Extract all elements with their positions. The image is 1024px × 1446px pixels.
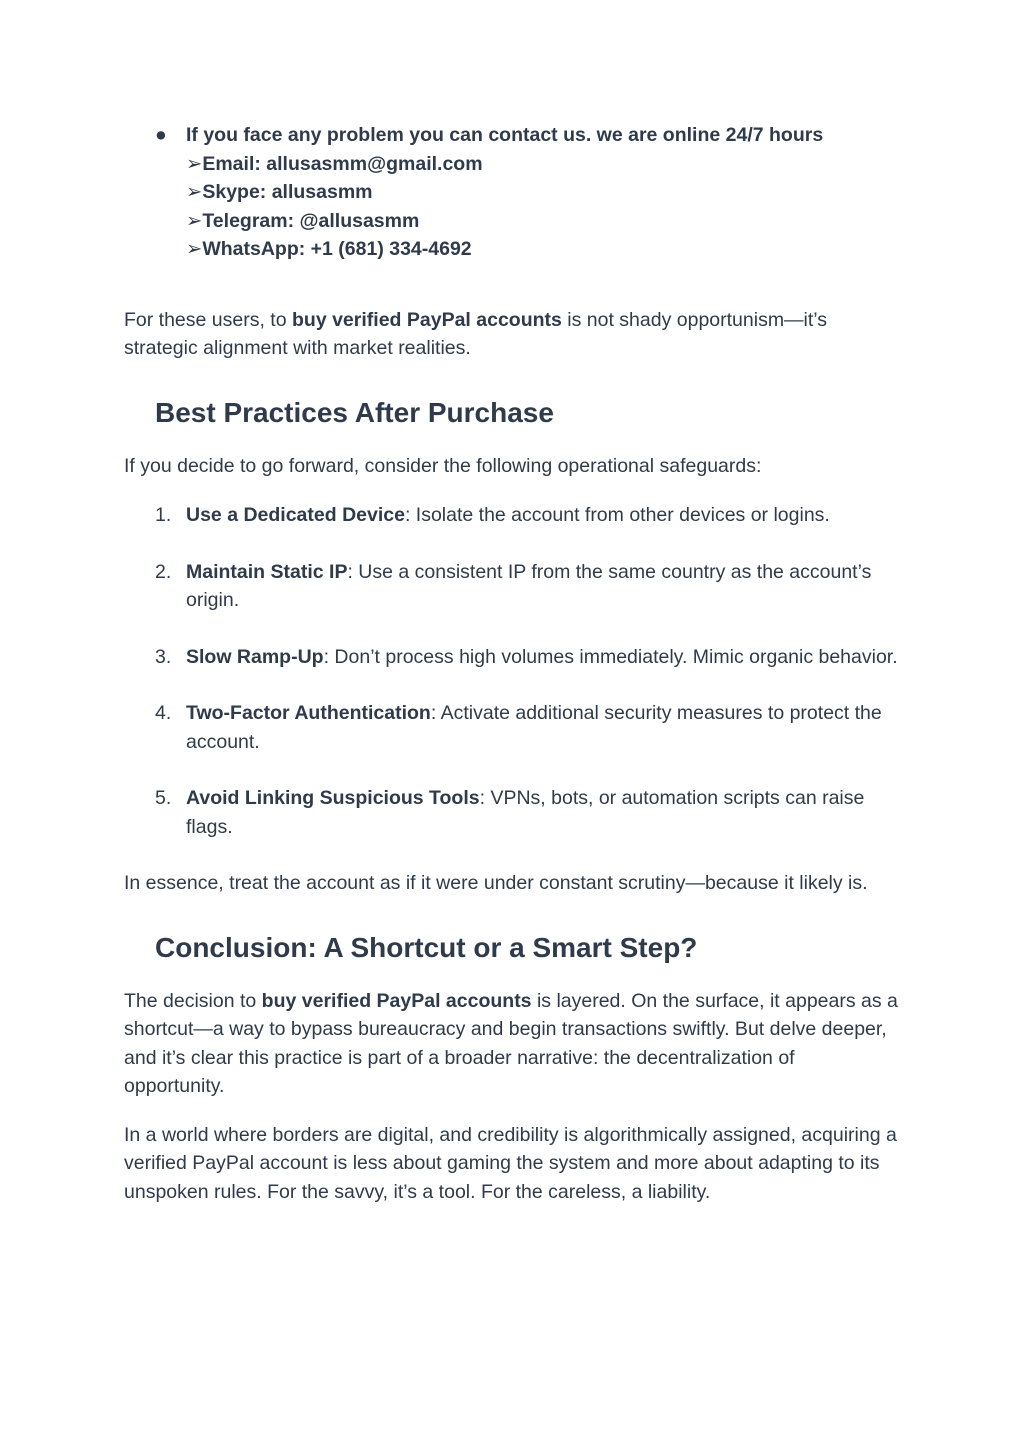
list-item-number: 5. bbox=[155, 787, 172, 809]
paragraph-users bbox=[124, 306, 899, 363]
contact-skype: ➢Skype: allusasmm bbox=[186, 181, 373, 203]
list-item-number: 4. bbox=[155, 702, 172, 724]
list-item-title: Two-Factor Authentication bbox=[186, 702, 431, 724]
paragraph-world: In a world where borders are digital, and credibility is algorithmically assigned, acquiring a verified PayPal account is less about gaming the system and more about adapting to its unspoken rules. For the savvy, it’s a tool. For the careless, a liability. bbox=[124, 1123, 897, 1203]
list-item-text: : Activate additional security measures to protect the account. bbox=[186, 702, 882, 753]
list-item-text: : Use a consistent IP from the same country as the account’s origin. bbox=[186, 560, 872, 611]
paragraph-decision-text-post: is layered. On the surface, it appears as a shortcut—a way to bypass bureaucracy and begin transactions swiftly. But delve deeper, and it’s clear this practice is part of a broader narrative: the decentralization of opportunity. bbox=[124, 989, 898, 1097]
best-practices-list bbox=[124, 501, 904, 841]
list-item-number: 2. bbox=[155, 560, 172, 583]
bullet-icon: ● bbox=[155, 124, 167, 146]
document-page bbox=[124, 121, 904, 1206]
list-item bbox=[124, 643, 906, 672]
list-item-title: Maintain Static IP bbox=[186, 560, 348, 583]
paragraph-decision bbox=[124, 987, 899, 1101]
list-item bbox=[124, 558, 906, 615]
paragraph-essence: In essence, treat the account as if it were under constant scrutiny—because it likely is. bbox=[124, 872, 868, 894]
heading-conclusion: Conclusion: A Shortcut or a Smart Step? bbox=[155, 931, 698, 963]
contact-telegram: ➢Telegram: @allusasmm bbox=[186, 209, 420, 232]
list-item bbox=[124, 699, 906, 756]
heading-best-practices: Best Practices After Purchase bbox=[155, 396, 554, 428]
contact-info-list-item bbox=[124, 121, 904, 264]
paragraph-decision-text-pre: The decision to bbox=[124, 989, 262, 1012]
contact-intro: If you face any problem you can contact us. we are online 24/7 hours bbox=[186, 124, 824, 146]
list-item-number: 3. bbox=[155, 645, 172, 668]
paragraph-decision-keyword: buy verified PayPal accounts bbox=[261, 989, 532, 1012]
list-item-title: Slow Ramp-Up bbox=[186, 645, 324, 668]
list-item-text: : VPNs, bots, or automation scripts can raise flags. bbox=[186, 787, 865, 838]
list-item-text: : Isolate the account from other devices or logins. bbox=[404, 504, 830, 526]
paragraph-safeguards-intro: If you decide to go forward, consider the following operational safeguards: bbox=[124, 454, 762, 477]
paragraph-users-text-post: is not shady opportunism—it’s strategic alignment with market realities. bbox=[124, 308, 828, 359]
paragraph-users-keyword: buy verified PayPal accounts bbox=[292, 308, 562, 331]
list-item bbox=[124, 784, 906, 841]
contact-whatsapp: ➢WhatsApp: +1 (681) 334-4692 bbox=[186, 238, 472, 260]
list-item bbox=[124, 501, 906, 530]
list-item-text: : Don’t process high volumes immediately. Mimic organic behavior. bbox=[323, 645, 898, 668]
list-item-title: Use a Dedicated Device bbox=[186, 504, 405, 526]
list-item-number: 1. bbox=[155, 504, 172, 526]
paragraph-users-text-pre: For these users, to bbox=[124, 308, 292, 331]
contact-email: ➢Email: allusasmm@gmail.com bbox=[186, 152, 483, 175]
list-item-title: Avoid Linking Suspicious Tools bbox=[186, 787, 480, 809]
